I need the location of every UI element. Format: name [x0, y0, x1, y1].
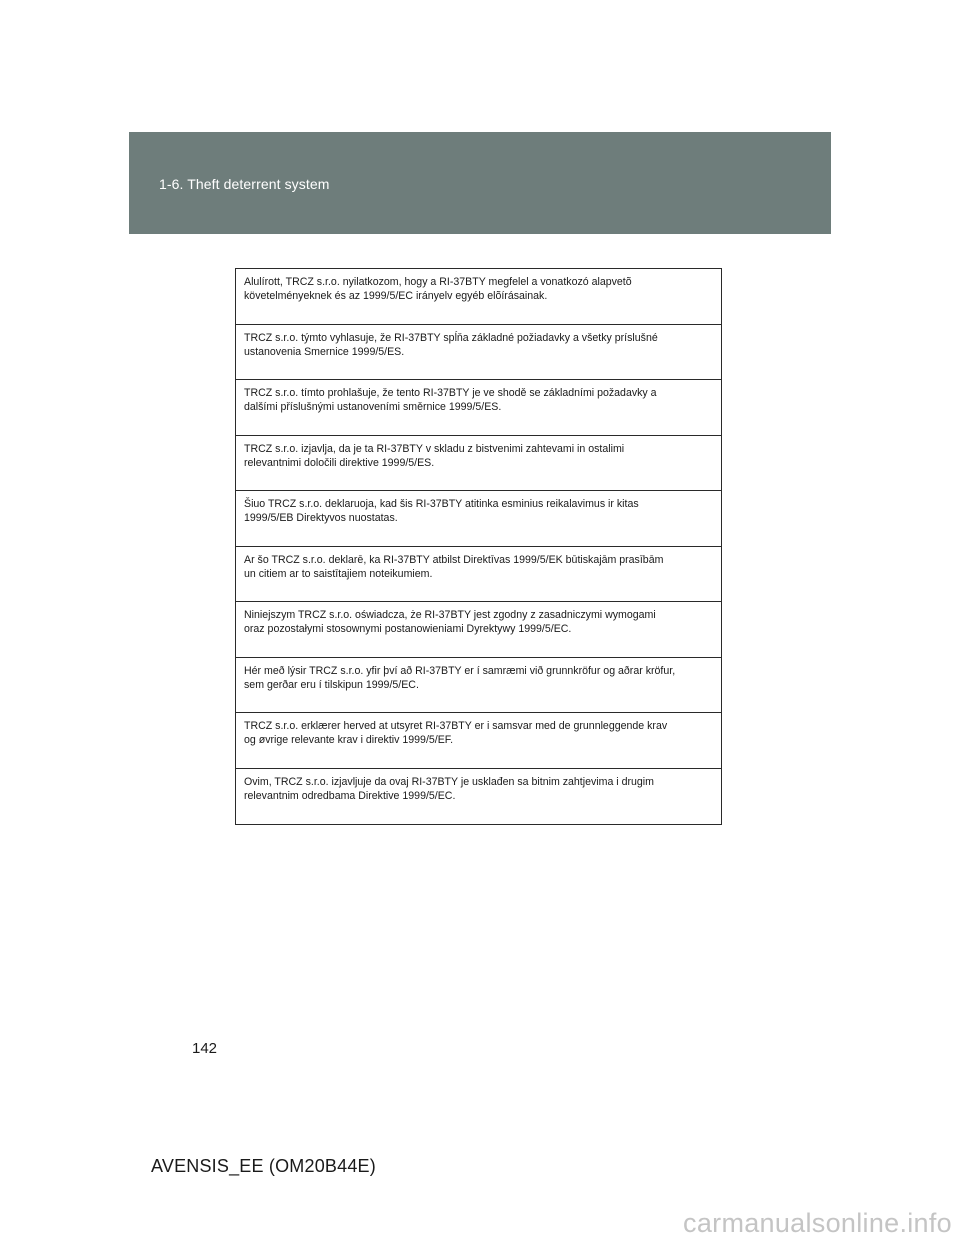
watermark-text: carmanualsonline.info — [683, 1208, 952, 1238]
declaration-row-latvian: Ar šo TRCZ s.r.o. deklarē, ka RI-37BTY atbilst Direktīvas 1999/5/EK būtiskajām prasībām un citiem ar to saistītajiem noteikumiem. — [236, 547, 721, 603]
declaration-row-slovak: TRCZ s.r.o. týmto vyhlasuje, že RI-37BTY spĺňa základné požiadavky a všetky príslušné ustanovenia Smernice 1999/5/ES. — [236, 325, 721, 381]
declaration-row-croatian: Ovim, TRCZ s.r.o. izjavljuje da ovaj RI-37BTY je usklađen sa bitnim zahtjevima i drugim relevantnim odredbama Direktive 1999/5/EC. — [244, 775, 654, 802]
page-number: 142 — [192, 1040, 218, 1057]
declaration-row-hungarian: Alulírott, TRCZ s.r.o. nyilatkozom, hogy a RI-37BTY megfelel a vonatkozó alapvetõ követelményeknek és az 1999/5/EC irányelv egyéb elõírásainak. — [236, 269, 721, 325]
document-code: AVENSIS_EE (OM20B44E) — [151, 1156, 376, 1176]
declaration-row-icelandic: Hér með lýsir TRCZ s.r.o. yfir því að RI-37BTY er í samræmi við grunnkröfur og aðrar kröfur, sem gerðar eru í tilskipun 1999/5/EC. — [236, 658, 721, 714]
declaration-row-polish: Niniejszym TRCZ s.r.o. oświadcza, że RI-37BTY jest zgodny z zasadniczymi wymogami oraz pozostałymi stosownymi postanowieniami Dyrektywy 1999/5/EC. — [236, 602, 721, 658]
declaration-row-slovenian: TRCZ s.r.o. izjavlja, da je ta RI-37BTY v skladu z bistvenimi zahtevami in ostalimi relevantnimi določili direktive 1999/5/ES. — [236, 436, 721, 492]
declaration-row-lithuanian: Šiuo TRCZ s.r.o. deklaruoja, kad šis RI-37BTY atitinka esminius reikalavimus ir kitas 1999/5/EB Direktyvos nuostatas. — [236, 491, 721, 547]
declaration-row-norwegian: TRCZ s.r.o. erklærer herved at utsyret RI-37BTY er i samsvar med de grunnleggende krav og øvrige relevante krav i direktiv 1999/5/EF. — [236, 713, 721, 769]
section-title: 1-6. Theft deterrent system — [159, 176, 330, 192]
section-header-band — [129, 132, 831, 234]
declaration-table — [235, 268, 722, 825]
declaration-row-czech: TRCZ s.r.o. tímto prohlašuje, že tento RI-37BTY je ve shodě se základními požadavky a dalšími příslušnými ustanoveními směrnice 1999/5/ES. — [236, 380, 721, 436]
